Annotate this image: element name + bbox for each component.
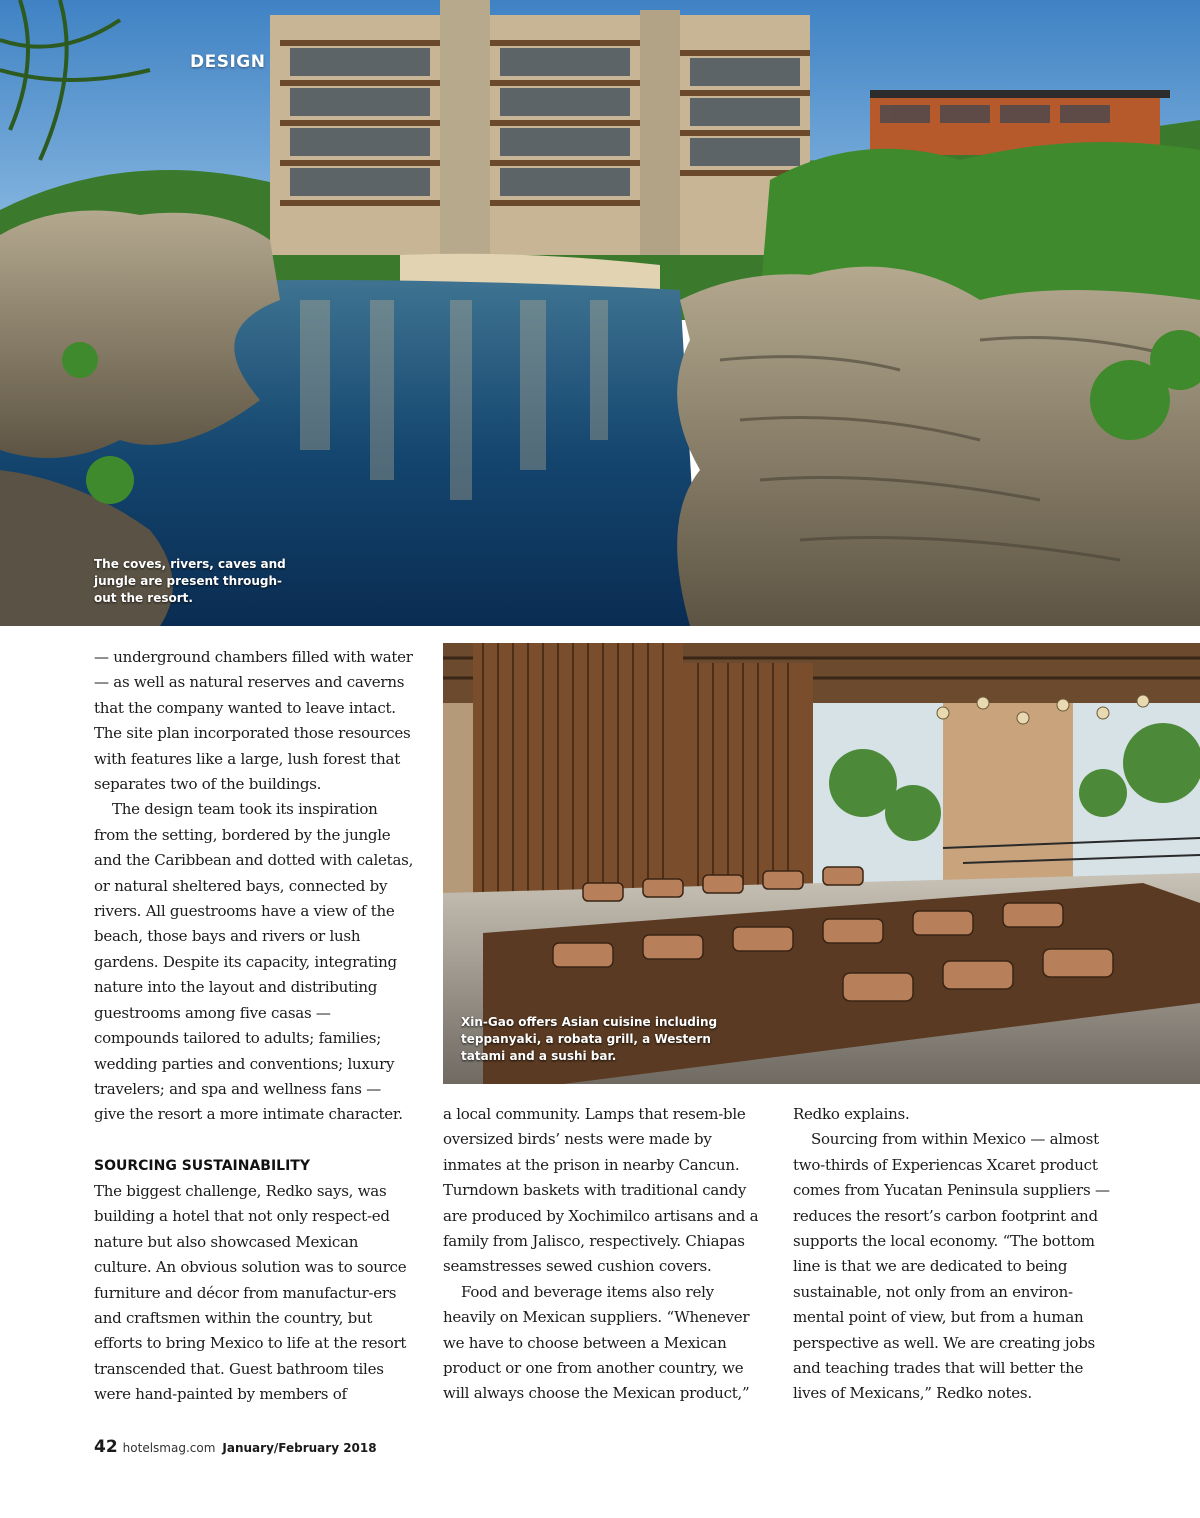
body-paragraph: Sourcing from within Mexico — almost two-thirds of Experiencas Xcaret product comes from Yucatan Peninsula suppliers — reduces the resort’s carbon footprint and supports the local economy. “The bottom line is that we are dedicated to being sustainable, not only from an environ-mental point of view, but from a human perspective as well. We are creating jobs and teaching trades that will better the lives of Mexicans,” Redko notes.: [793, 1130, 1110, 1403]
page-number: 42: [94, 1437, 118, 1457]
section-subhead: SOURCING SUSTAINABILITY: [94, 1158, 310, 1174]
restaurant-photo: [443, 643, 1200, 1084]
issue-date: January/February 2018: [222, 1441, 377, 1455]
restaurant-photo-caption: Xin-Gao offers Asian cuisine including teppanyaki, a robata grill, a Western tatami and a sushi bar.: [461, 1015, 718, 1063]
hero-photo-illustration: [0, 0, 1200, 626]
hotel-building: [270, 0, 810, 255]
body-paragraph: Food and beverage items also rely heavily on Mexican suppliers. “Whenever we have to choose between a Mexican product or one from another country, we will always choose the Mexican product,”: [443, 1282, 750, 1403]
body-paragraph: — underground chambers filled with water — as well as natural reserves and caverns that the company wanted to leave intact. The site plan incorporated those resources with features like a large, lush forest that separates two of the buildings.: [94, 648, 413, 794]
body-paragraph: The design team took its inspiration from the setting, bordered by the jungle and the Caribbean and dotted with caletas, or natural sheltered bays, connected by rivers. All guestrooms have a view of the beach, those bays and rivers or lush gardens. Despite its capacity, integrating nature into the layout and distributing guestrooms among five casas — compounds tailored to adults; families; wedding parties and conventions; luxury travelers; and spa and wellness fans — give the resort a more intimate character.: [94, 800, 414, 1124]
column-3: [793, 1102, 1113, 1407]
column-1-top: [94, 645, 414, 1128]
website-link[interactable]: hotelsmag.com: [122, 1441, 216, 1455]
hero-photo-caption: The coves, rivers, caves and jungle are present through-out the resort.: [94, 557, 286, 605]
body-paragraph: Redko explains.: [793, 1105, 910, 1123]
column-2: [443, 1102, 763, 1407]
body-paragraph: a local community. Lamps that resem-ble oversized birds’ nests were made by inmates at the prison in nearby Cancun. Turndown baskets with traditional candy are produced by Xochimilco artisans and a family from Jalisco, respectively. Chiapas seamstresses sewed cushion covers.: [443, 1105, 759, 1276]
column-1-bottom: [94, 1154, 414, 1408]
section-tag: DESIGN: [190, 52, 266, 72]
page-footer: [94, 1437, 377, 1457]
hero-photo: [0, 0, 1200, 626]
body-paragraph: The biggest challenge, Redko says, was building a hotel that not only respect-ed nature but also showcased Mexican culture. An obvious solution was to source furniture and décor from manufactur-ers and craftsmen within the country, but efforts to bring Mexico to life at the resort transcended that. Guest bathroom tiles were hand-painted by members of: [94, 1182, 407, 1404]
